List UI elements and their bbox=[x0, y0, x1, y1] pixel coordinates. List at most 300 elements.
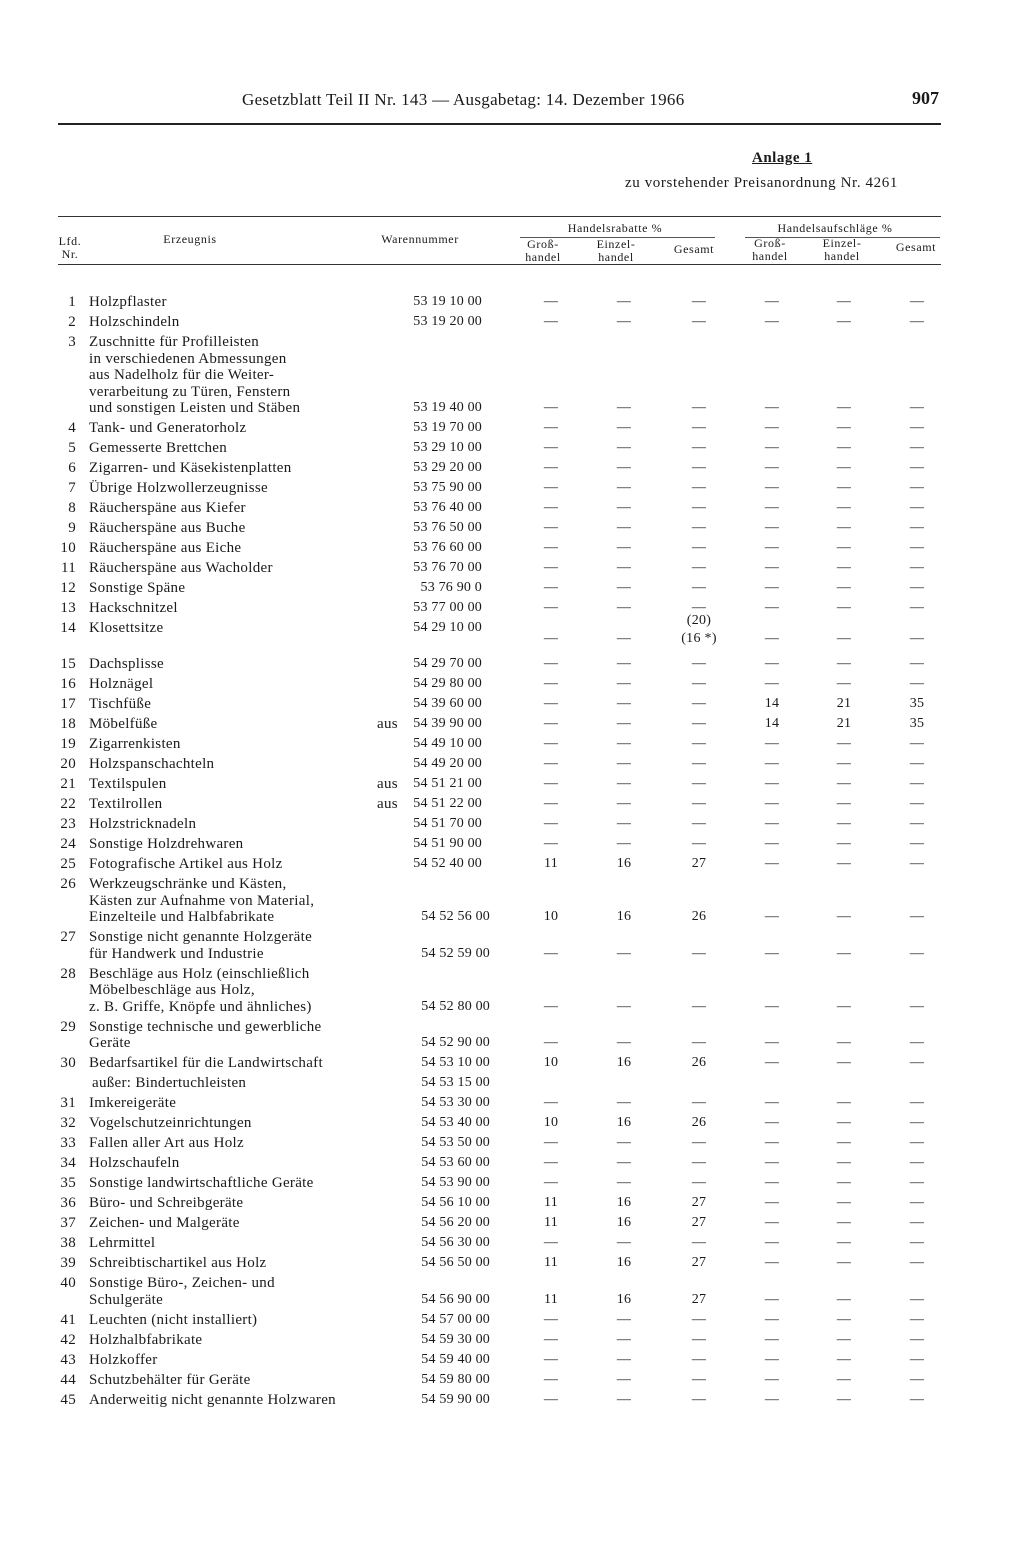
aufschlag-value: — bbox=[836, 1311, 852, 1327]
rabatt-value: — bbox=[616, 1155, 632, 1170]
aufschlag-value: — bbox=[764, 520, 780, 535]
aufschlag-value: — bbox=[909, 1215, 925, 1230]
aufschlag-value: — bbox=[836, 1331, 852, 1347]
ware-number: 53 19 70 00 bbox=[413, 420, 482, 435]
aufschlag-value: — bbox=[836, 1351, 852, 1367]
ware-number: 53 76 90 0 bbox=[420, 580, 482, 595]
aufschlag-value: — bbox=[836, 736, 852, 751]
gazette-title: Gesetzblatt Teil II Nr. 143 — Ausgabetag: 14. Dezember 1966 bbox=[242, 90, 685, 109]
rabatt-value: — bbox=[691, 1155, 707, 1170]
product-name bbox=[89, 876, 409, 926]
aufschlag-value: — bbox=[909, 1115, 925, 1130]
rabatt-value: — bbox=[691, 676, 707, 691]
aufschlag-value: — bbox=[836, 540, 852, 555]
product-name-line: Geräte bbox=[89, 1035, 131, 1051]
rabatt-value: — bbox=[543, 1351, 559, 1367]
aufschlag-value: — bbox=[764, 676, 780, 691]
product-name bbox=[89, 929, 409, 962]
col-r-einzel-2: handel bbox=[598, 250, 634, 264]
aufschlag-value: — bbox=[836, 836, 852, 851]
row-number: 20 bbox=[60, 756, 76, 772]
product-name bbox=[89, 1275, 409, 1308]
row-number: 19 bbox=[60, 736, 76, 752]
rabatt-value: — bbox=[691, 1095, 707, 1110]
product-name-line: Holzpflaster bbox=[89, 294, 167, 310]
annex-subtitle: zu vorstehender Preisanordnung Nr. 4261 bbox=[625, 175, 898, 191]
rabatt-value: — bbox=[543, 1135, 559, 1150]
product-name-line: Räucherspäne aus Wacholder bbox=[89, 560, 273, 576]
rabatt-value: 10 bbox=[543, 909, 559, 924]
rabatt-value: — bbox=[691, 1175, 707, 1190]
aufschlag-value: 14 bbox=[764, 716, 780, 731]
rabatt-value: — bbox=[543, 500, 559, 515]
product-name-line: Sonstige landwirtschaftliche Geräte bbox=[89, 1175, 314, 1191]
aufschlag-value: 35 bbox=[909, 716, 925, 731]
rabatt-value: — bbox=[691, 945, 707, 961]
row-number: 30 bbox=[60, 1055, 76, 1071]
rabatt-value: 16 bbox=[616, 1215, 632, 1230]
product-name-line: Schutzbehälter für Geräte bbox=[89, 1371, 251, 1388]
row-number: 16 bbox=[60, 676, 76, 692]
aufschlag-value: — bbox=[836, 796, 852, 811]
ware-number: 54 52 56 00 bbox=[421, 909, 490, 924]
ware-number: 53 75 90 00 bbox=[413, 480, 482, 495]
aufschlag-value: — bbox=[836, 500, 852, 515]
row-number: 42 bbox=[60, 1331, 76, 1348]
ware-number: 54 52 59 00 bbox=[421, 945, 490, 961]
rabatt-value: — bbox=[691, 656, 707, 671]
rabatt-value: — bbox=[543, 631, 559, 646]
rabatt-value: — bbox=[691, 1135, 707, 1150]
row-number: 24 bbox=[60, 836, 76, 852]
rabatt-value: — bbox=[543, 1155, 559, 1170]
aufschlag-value: — bbox=[764, 796, 780, 811]
rabatt-value: 16 bbox=[616, 1115, 632, 1130]
row-number: 38 bbox=[60, 1235, 76, 1251]
row-number: 41 bbox=[60, 1311, 76, 1328]
aufschlag-value: — bbox=[764, 314, 780, 329]
product-name-line: Sonstige technische und gewerbliche bbox=[89, 1018, 322, 1035]
col-a-gross-2: handel bbox=[752, 249, 788, 263]
rabatt-value: 27 bbox=[691, 1255, 707, 1270]
row-number: 6 bbox=[68, 460, 76, 476]
rabatt-value: — bbox=[616, 676, 632, 691]
aufschlag-value: — bbox=[764, 856, 780, 871]
product-name bbox=[89, 1255, 409, 1272]
row-number: 29 bbox=[60, 1018, 76, 1035]
rabatt-value: — bbox=[616, 796, 632, 811]
aufschlag-value: — bbox=[836, 1115, 852, 1130]
product-name bbox=[89, 1135, 409, 1152]
aufschlag-value: — bbox=[764, 1195, 780, 1210]
product-name-line: Einzelteile und Halbfabrikate bbox=[89, 909, 275, 925]
rabatt-value: 16 bbox=[616, 1255, 632, 1270]
rabatt-value: 11 bbox=[543, 1215, 559, 1230]
rabatt-value: 11 bbox=[543, 1291, 559, 1307]
ware-number: 54 51 21 00 bbox=[413, 776, 482, 791]
row-number: 40 bbox=[60, 1275, 76, 1291]
product-name bbox=[89, 1392, 409, 1409]
aufschlag-value: — bbox=[836, 1255, 852, 1270]
aufschlag-value: — bbox=[909, 736, 925, 751]
rabatt-value: — bbox=[543, 1371, 559, 1387]
rabatt-value: — bbox=[616, 736, 632, 751]
product-name-line: Schreibtischartikel aus Holz bbox=[89, 1255, 267, 1271]
aufschlag-value: — bbox=[764, 736, 780, 751]
ware-number: 54 51 90 00 bbox=[413, 836, 482, 851]
product-name-line: Räucherspäne aus Eiche bbox=[89, 540, 242, 556]
product-name-line: Holzschaufeln bbox=[89, 1155, 180, 1171]
rabatt-value: — bbox=[691, 520, 707, 535]
aufschlag-value: — bbox=[764, 1055, 780, 1070]
col-r-einzel-1: Einzel- bbox=[596, 237, 636, 251]
ware-number: 54 53 30 00 bbox=[421, 1095, 490, 1110]
rabatt-value: — bbox=[691, 560, 707, 575]
rabatt-value: 10 bbox=[543, 1115, 559, 1130]
aufschlag-value: — bbox=[909, 294, 925, 309]
row-number: 32 bbox=[60, 1115, 76, 1131]
aufschlag-value: — bbox=[764, 440, 780, 455]
product-name-line: in verschiedenen Abmessungen bbox=[89, 350, 287, 367]
product-name-line: Holzhalbfabrikate bbox=[89, 1331, 203, 1348]
product-name bbox=[89, 1019, 409, 1052]
product-name bbox=[89, 1175, 409, 1192]
rabatt-value: — bbox=[616, 756, 632, 771]
aufschlag-value: — bbox=[909, 480, 925, 495]
rabatt-value: — bbox=[616, 1175, 632, 1190]
rabatt-value: — bbox=[616, 1371, 632, 1387]
rabatt-value: 16 bbox=[616, 856, 632, 871]
aufschlag-value: — bbox=[909, 776, 925, 791]
rabatt-value: — bbox=[691, 998, 707, 1014]
rabatt-value: — bbox=[616, 314, 632, 329]
rabatt-value: — bbox=[691, 756, 707, 771]
ware-number: 53 76 60 00 bbox=[413, 540, 482, 555]
aufschlag-value: — bbox=[764, 776, 780, 791]
aufschlag-value: — bbox=[909, 856, 925, 871]
aufschlag-value: — bbox=[836, 1035, 852, 1050]
row-number: 15 bbox=[60, 656, 76, 672]
product-name-line: Zigarren- und Käsekistenplatten bbox=[89, 460, 292, 476]
aufschlag-value: — bbox=[764, 1215, 780, 1230]
aufschlag-value: — bbox=[764, 540, 780, 555]
aufschlag-value: — bbox=[764, 1175, 780, 1190]
ware-number: 54 56 50 00 bbox=[421, 1255, 490, 1270]
aufschlag-value: — bbox=[764, 1235, 780, 1250]
aufschlag-value: — bbox=[909, 1195, 925, 1210]
rabatt-value: — bbox=[616, 520, 632, 535]
aufschlag-value: — bbox=[836, 440, 852, 455]
row-number: 2 bbox=[68, 314, 76, 330]
rabatt-value: — bbox=[543, 1391, 559, 1407]
product-name-line: Holzstricknadeln bbox=[89, 816, 197, 832]
aufschlag-value: — bbox=[836, 1135, 852, 1150]
aufschlag-value: — bbox=[909, 656, 925, 671]
rabatt-value: — bbox=[691, 314, 707, 329]
rabatt-value: — bbox=[543, 676, 559, 691]
aufschlag-value: — bbox=[764, 945, 780, 961]
ware-number: 54 51 22 00 bbox=[413, 796, 482, 811]
aufschlag-value: — bbox=[909, 1311, 925, 1327]
ware-number: 53 76 40 00 bbox=[413, 500, 482, 515]
row-number: 22 bbox=[60, 796, 76, 812]
aufschlag-value: — bbox=[836, 600, 852, 615]
aufschlag-value: — bbox=[836, 816, 852, 831]
aufschlag-value: — bbox=[909, 1291, 925, 1307]
ware-number: 54 51 70 00 bbox=[413, 816, 482, 831]
rabatt-value: — bbox=[691, 1235, 707, 1250]
rabatt-value: — bbox=[543, 776, 559, 791]
row-number: 11 bbox=[60, 560, 76, 576]
aufschlag-value: — bbox=[909, 540, 925, 555]
rabatt-value: — bbox=[616, 776, 632, 791]
row-number: 13 bbox=[60, 600, 76, 616]
aufschlag-value: — bbox=[909, 1351, 925, 1367]
aufschlag-value: — bbox=[836, 945, 852, 961]
aufschlag-value: — bbox=[836, 480, 852, 495]
rabatt-value: — bbox=[543, 314, 559, 329]
product-name-line: Imkereigeräte bbox=[89, 1095, 177, 1111]
aufschlag-value: — bbox=[836, 1371, 852, 1387]
rabatt-value: — bbox=[691, 1351, 707, 1367]
rabatt-value: — bbox=[543, 440, 559, 455]
rabatt-value: — bbox=[616, 480, 632, 495]
row-number: 12 bbox=[60, 580, 76, 596]
rabatt-value: — bbox=[616, 836, 632, 851]
rabatt-value: — bbox=[543, 420, 559, 435]
aufschlag-value: — bbox=[836, 400, 852, 415]
rabatt-value: 10 bbox=[543, 1055, 559, 1070]
aufschlag-value: — bbox=[764, 600, 780, 615]
row-number: 37 bbox=[60, 1215, 76, 1231]
product-name-line: Zeichen- und Malgeräte bbox=[89, 1215, 240, 1231]
rabatt-value: — bbox=[543, 656, 559, 671]
product-name-line: Holzspanschachteln bbox=[89, 756, 215, 772]
ware-number: 54 59 80 00 bbox=[421, 1371, 490, 1387]
product-name-line: Kästen zur Aufnahme von Material, bbox=[89, 892, 315, 909]
aufschlag-value: — bbox=[764, 420, 780, 435]
aufschlag-value: — bbox=[836, 1095, 852, 1110]
aufschlag-value: — bbox=[764, 460, 780, 475]
rabatt-value: — bbox=[616, 1331, 632, 1347]
aufschlag-value: — bbox=[764, 560, 780, 575]
product-name-line: außer: Bindertuchleisten bbox=[92, 1075, 247, 1091]
rabatt-value: — bbox=[616, 1135, 632, 1150]
rabatt-value: — bbox=[616, 716, 632, 731]
ware-number: 53 19 10 00 bbox=[413, 294, 482, 309]
product-name bbox=[89, 1312, 409, 1329]
aufschlag-value: — bbox=[836, 460, 852, 475]
product-name bbox=[89, 1055, 409, 1072]
aufschlag-value: — bbox=[909, 756, 925, 771]
aufschlag-value: — bbox=[909, 909, 925, 924]
col-a-einzel-1: Einzel- bbox=[822, 236, 862, 250]
product-name-line: Räucherspäne aus Buche bbox=[89, 520, 246, 536]
rabatt-value: 26 bbox=[691, 1055, 707, 1070]
aufschlag-value: — bbox=[764, 1331, 780, 1347]
annex-title: Anlage 1 bbox=[752, 150, 813, 166]
aufschlag-value: — bbox=[836, 776, 852, 791]
rabatt-value: 26 bbox=[691, 909, 707, 924]
ware-number: 54 29 80 00 bbox=[413, 676, 482, 691]
aufschlag-value: — bbox=[836, 1235, 852, 1250]
aufschlag-value: — bbox=[836, 314, 852, 329]
row-number: 21 bbox=[60, 776, 76, 792]
product-name-line: Textilrollen bbox=[89, 796, 163, 812]
aufschlag-value: — bbox=[836, 1391, 852, 1407]
product-name-line: Möbelfüße bbox=[89, 716, 158, 732]
rabatt-value: — bbox=[616, 816, 632, 831]
rabatt-value: — bbox=[691, 1035, 707, 1050]
aufschlag-value: — bbox=[836, 676, 852, 691]
aufschlag-value: — bbox=[909, 400, 925, 415]
aufschlag-value: — bbox=[909, 945, 925, 961]
ware-number: 54 59 90 00 bbox=[421, 1391, 490, 1407]
aufschlag-value: — bbox=[836, 998, 852, 1014]
rabatt-value: — bbox=[543, 400, 559, 415]
row-number: 9 bbox=[68, 520, 76, 536]
product-name-line: Tischfüße bbox=[89, 696, 152, 712]
ware-number: 54 29 10 00 bbox=[413, 620, 482, 635]
aufschlag-value: — bbox=[909, 600, 925, 615]
aufschlag-value: — bbox=[909, 796, 925, 811]
product-name-line: Hackschnitzel bbox=[89, 600, 178, 616]
ware-number: 54 56 20 00 bbox=[421, 1215, 490, 1230]
rabatt-value: — bbox=[691, 796, 707, 811]
ware-number: 53 19 40 00 bbox=[413, 400, 482, 415]
aufschlag-value: — bbox=[909, 1135, 925, 1150]
ware-number: 54 53 50 00 bbox=[421, 1135, 490, 1150]
aufschlag-value: — bbox=[764, 1135, 780, 1150]
product-name-line: Lehrmittel bbox=[89, 1235, 156, 1251]
col-r-gesamt: Gesamt bbox=[673, 242, 715, 256]
product-name-line: Holznägel bbox=[89, 676, 154, 692]
rabatt-value: — bbox=[543, 1035, 559, 1050]
rabatt-value: 16 bbox=[616, 1291, 632, 1307]
col-a-gesamt: Gesamt bbox=[895, 240, 937, 254]
row-number: 8 bbox=[68, 500, 76, 516]
product-name-line: Möbelbeschläge aus Holz, bbox=[89, 982, 255, 998]
aufschlag-value: — bbox=[764, 1391, 780, 1407]
ware-number: 54 39 60 00 bbox=[413, 696, 482, 711]
ware-number: 54 53 60 00 bbox=[421, 1155, 490, 1170]
rabatt-value: — bbox=[616, 400, 632, 415]
aufschlag-value: — bbox=[909, 1391, 925, 1407]
aufschlag-value: — bbox=[764, 756, 780, 771]
product-name-line: Dachsplisse bbox=[89, 656, 164, 672]
col-r-gross-2: handel bbox=[525, 250, 561, 264]
aufschlag-value: — bbox=[764, 631, 780, 646]
row-number: 4 bbox=[68, 420, 76, 436]
row-number: 25 bbox=[60, 856, 76, 872]
ware-number: 54 56 10 00 bbox=[421, 1195, 490, 1210]
aufschlag-value: — bbox=[836, 520, 852, 535]
product-name-line: Klosettsitze bbox=[89, 620, 164, 636]
rabatt-value: — bbox=[543, 1331, 559, 1347]
aufschlag-value: 14 bbox=[764, 696, 780, 711]
rabatt-value: — bbox=[543, 1175, 559, 1190]
rabatt-value: — bbox=[691, 580, 707, 595]
aufschlag-value: — bbox=[909, 440, 925, 455]
rabatt-value: — bbox=[691, 1331, 707, 1347]
rabatt-value: — bbox=[691, 1371, 707, 1387]
aufschlag-value: — bbox=[764, 656, 780, 671]
product-name bbox=[89, 1352, 409, 1369]
product-name bbox=[89, 1095, 409, 1112]
ware-number: 54 52 80 00 bbox=[421, 998, 490, 1014]
product-name-line: Gemesserte Brettchen bbox=[89, 440, 228, 456]
rabatt-value: — bbox=[616, 998, 632, 1014]
aufschlag-value: — bbox=[764, 1095, 780, 1110]
ware-number: 53 77 00 00 bbox=[413, 600, 482, 615]
rabatt-value: — bbox=[543, 796, 559, 811]
rabatt-value: — bbox=[616, 1391, 632, 1407]
product-name-line: Zigarrenkisten bbox=[89, 736, 181, 752]
aufschlag-value: — bbox=[909, 560, 925, 575]
rabatt-value: — bbox=[543, 716, 559, 731]
aufschlag-value: — bbox=[909, 1371, 925, 1387]
rabatt-value: — bbox=[691, 400, 707, 415]
aufschlag-value: — bbox=[909, 460, 925, 475]
product-name bbox=[89, 1215, 409, 1232]
rabatt-value: — bbox=[616, 560, 632, 575]
rabatt-value: — bbox=[543, 560, 559, 575]
aufschlag-value: — bbox=[909, 1175, 925, 1190]
ware-number: 54 49 20 00 bbox=[413, 756, 482, 771]
aufschlag-value: — bbox=[764, 500, 780, 515]
product-name bbox=[89, 1115, 409, 1132]
product-name-line: Holzkoffer bbox=[89, 1351, 158, 1368]
product-name-line: Sonstige nicht genannte Holzgeräte bbox=[89, 929, 313, 945]
rabatt-value: — bbox=[543, 1235, 559, 1250]
aufschlag-value: — bbox=[909, 631, 925, 646]
rabatt-value: — bbox=[616, 656, 632, 671]
aufschlag-value: — bbox=[909, 580, 925, 595]
row-number: 5 bbox=[68, 440, 76, 456]
rabatt-value: — bbox=[691, 696, 707, 711]
aufschlag-value: — bbox=[836, 1055, 852, 1070]
rabatt-value: — bbox=[616, 440, 632, 455]
aufschlag-value: — bbox=[909, 500, 925, 515]
rabatt-value: — bbox=[691, 836, 707, 851]
product-name-line: Übrige Holzwollerzeugnisse bbox=[89, 480, 268, 496]
aufschlag-value: — bbox=[909, 1255, 925, 1270]
product-name-line: Anderweitig nicht genannte Holzwaren bbox=[89, 1391, 336, 1408]
aufschlag-value: — bbox=[764, 480, 780, 495]
rabatt-value: — bbox=[691, 420, 707, 435]
ware-number: 54 59 40 00 bbox=[421, 1351, 490, 1367]
product-name-line: Vogelschutzeinrichtungen bbox=[89, 1115, 252, 1131]
product-name bbox=[89, 1235, 409, 1252]
product-name-line: Tank- und Generatorholz bbox=[89, 420, 247, 436]
rabatt-value: — bbox=[616, 1351, 632, 1367]
ware-number: 54 56 90 00 bbox=[421, 1291, 490, 1307]
rabatt-value: — bbox=[691, 294, 707, 309]
rabatt-value: — bbox=[616, 500, 632, 515]
rabatt-value: — bbox=[691, 500, 707, 515]
rabatt-value: — bbox=[616, 540, 632, 555]
row-number: 10 bbox=[60, 540, 76, 556]
col-a-gross-1: Groß- bbox=[754, 236, 786, 250]
rabatt-value: — bbox=[543, 580, 559, 595]
ware-prefix: aus bbox=[377, 796, 398, 812]
row-number: 23 bbox=[60, 816, 76, 832]
aufschlag-value: — bbox=[764, 294, 780, 309]
aufschlag-value: — bbox=[909, 1331, 925, 1347]
rabatt-value: — bbox=[691, 440, 707, 455]
rabatt-value: 27 bbox=[691, 856, 707, 871]
rabatt-value: — bbox=[543, 736, 559, 751]
